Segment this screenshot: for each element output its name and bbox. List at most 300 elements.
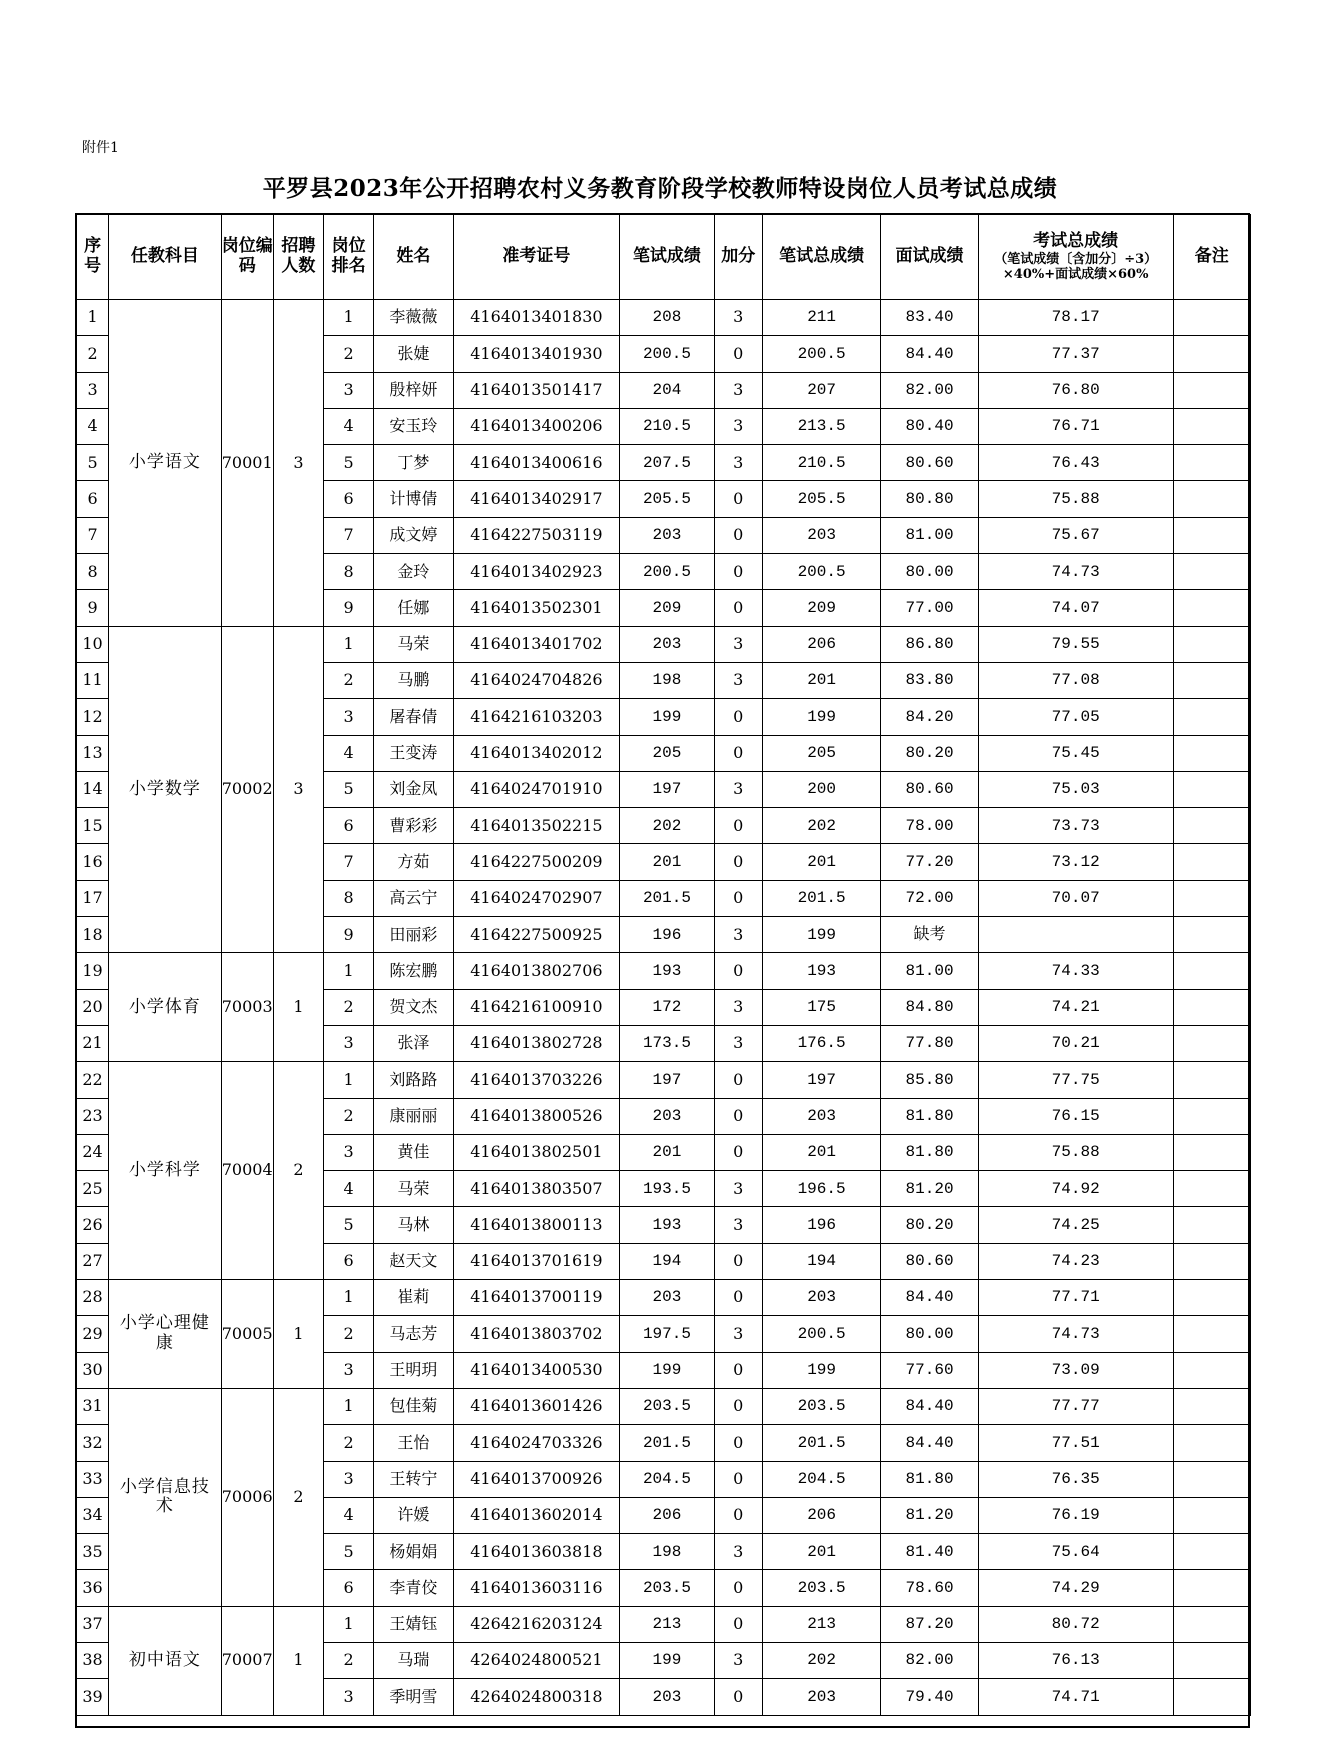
- cell-written-total: 199: [762, 699, 881, 735]
- cell-rank: 1: [324, 1606, 374, 1642]
- cell-remark: [1173, 300, 1250, 336]
- cell-bonus: 0: [714, 808, 762, 844]
- cell-rank: 1: [324, 300, 374, 336]
- cell-total: 76.15: [978, 1098, 1173, 1134]
- cell-written-total: 196.5: [762, 1171, 881, 1207]
- cell-written-total: 205: [762, 735, 881, 771]
- cell-interview: 81.80: [881, 1461, 978, 1497]
- cell-exam-id: 4164013402917: [453, 481, 620, 517]
- cell-written-total: 201: [762, 1534, 881, 1570]
- cell-exam-id: 4264024800318: [453, 1679, 620, 1715]
- cell-total: 76.19: [978, 1497, 1173, 1533]
- cell-written-total: 201: [762, 662, 881, 698]
- cell-exam-id: 4264024800521: [453, 1642, 620, 1678]
- cell-written-total: 201.5: [762, 880, 881, 916]
- cell-interview: 86.80: [881, 626, 978, 662]
- table-row: [77, 1606, 1251, 1642]
- cell-total: 77.08: [978, 662, 1173, 698]
- cell-written-total: 213.5: [762, 408, 881, 444]
- cell-name: 马林: [374, 1207, 453, 1243]
- cell-written: 193.5: [620, 1171, 714, 1207]
- cell-bonus: 3: [714, 1025, 762, 1061]
- header-interview: 面试成绩: [881, 215, 978, 300]
- cell-interview: 77.60: [881, 1352, 978, 1388]
- cell-total: 75.88: [978, 481, 1173, 517]
- cell-exam-id: 4164013401830: [453, 300, 620, 336]
- cell-bonus: 3: [714, 917, 762, 953]
- cell-written: 172: [620, 989, 714, 1025]
- cell-seq: 26: [77, 1207, 109, 1243]
- cell-written: 197: [620, 771, 714, 807]
- cell-exam-id: 4164013803702: [453, 1316, 620, 1352]
- cell-name: 任娜: [374, 590, 453, 626]
- cell-total: 70.21: [978, 1025, 1173, 1061]
- cell-exam-id: 4164013502301: [453, 590, 620, 626]
- cell-rank: 7: [324, 517, 374, 553]
- cell-interview: 82.00: [881, 1642, 978, 1678]
- cell-name: 陈宏鹏: [374, 953, 453, 989]
- cell-total: 74.92: [978, 1171, 1173, 1207]
- cell-name: 张婕: [374, 336, 453, 372]
- cell-subject: 小学心理健康: [109, 1280, 221, 1389]
- cell-bonus: 3: [714, 1316, 762, 1352]
- cell-bonus: 0: [714, 844, 762, 880]
- cell-bonus: 3: [714, 626, 762, 662]
- cell-interview: 82.00: [881, 372, 978, 408]
- cell-rank: 7: [324, 844, 374, 880]
- cell-name: 张泽: [374, 1025, 453, 1061]
- cell-remark: [1173, 1280, 1250, 1316]
- cell-exam-id: 4164013802706: [453, 953, 620, 989]
- cell-hire-count: 2: [273, 1388, 323, 1606]
- cell-written-total: 199: [762, 1352, 881, 1388]
- cell-written-total: 201.5: [762, 1425, 881, 1461]
- cell-remark: [1173, 517, 1250, 553]
- cell-rank: 4: [324, 1497, 374, 1533]
- header-hire-count: 招聘人数: [273, 215, 323, 300]
- cell-remark: [1173, 1461, 1250, 1497]
- cell-written-total: 196: [762, 1207, 881, 1243]
- cell-name: 王变涛: [374, 735, 453, 771]
- cell-exam-id: 4164216103203: [453, 699, 620, 735]
- cell-written-total: 211: [762, 300, 881, 336]
- cell-name: 田丽彩: [374, 917, 453, 953]
- cell-exam-id: 4164013401930: [453, 336, 620, 372]
- header-subject: 任教科目: [109, 215, 221, 300]
- cell-written: 204.5: [620, 1461, 714, 1497]
- cell-seq: 1: [77, 300, 109, 336]
- cell-post-code: 70002: [221, 626, 273, 953]
- cell-interview: 84.20: [881, 699, 978, 735]
- cell-written-total: 200.5: [762, 1316, 881, 1352]
- cell-exam-id: 4164013400206: [453, 408, 620, 444]
- cell-written: 193: [620, 1207, 714, 1243]
- cell-remark: [1173, 1134, 1250, 1170]
- cell-rank: 5: [324, 1534, 374, 1570]
- cell-interview: 80.40: [881, 408, 978, 444]
- cell-seq: 39: [77, 1679, 109, 1715]
- cell-written: 202: [620, 808, 714, 844]
- header-post-rank: 岗位排名: [324, 215, 374, 300]
- cell-rank: 3: [324, 1352, 374, 1388]
- cell-bonus: 0: [714, 1606, 762, 1642]
- cell-remark: [1173, 662, 1250, 698]
- cell-rank: 1: [324, 1062, 374, 1098]
- cell-written: 197: [620, 1062, 714, 1098]
- cell-exam-id: 4164024701910: [453, 771, 620, 807]
- cell-seq: 5: [77, 445, 109, 481]
- cell-remark: [1173, 1316, 1250, 1352]
- cell-exam-id: 4164013502215: [453, 808, 620, 844]
- cell-written: 199: [620, 699, 714, 735]
- cell-seq: 37: [77, 1606, 109, 1642]
- cell-total: 74.25: [978, 1207, 1173, 1243]
- cell-exam-id: 4164013402012: [453, 735, 620, 771]
- cell-bonus: 0: [714, 1280, 762, 1316]
- cell-interview: 80.00: [881, 1316, 978, 1352]
- cell-written: 201: [620, 1134, 714, 1170]
- cell-bonus: 3: [714, 1534, 762, 1570]
- cell-total: 75.64: [978, 1534, 1173, 1570]
- cell-bonus: 0: [714, 1098, 762, 1134]
- cell-remark: [1173, 554, 1250, 590]
- cell-bonus: 0: [714, 1425, 762, 1461]
- cell-bonus: 3: [714, 771, 762, 807]
- cell-subject: 小学体育: [109, 953, 221, 1062]
- cell-written: 199: [620, 1642, 714, 1678]
- cell-written-total: 197: [762, 1062, 881, 1098]
- cell-name: 黄佳: [374, 1134, 453, 1170]
- cell-rank: 5: [324, 1207, 374, 1243]
- cell-written: 198: [620, 662, 714, 698]
- cell-seq: 29: [77, 1316, 109, 1352]
- cell-written: 203.5: [620, 1570, 714, 1606]
- cell-subject: 小学语文: [109, 300, 221, 627]
- cell-written: 200.5: [620, 336, 714, 372]
- cell-remark: [1173, 481, 1250, 517]
- table-row: [77, 626, 1251, 662]
- cell-name: 殷梓妍: [374, 372, 453, 408]
- table-row: [77, 953, 1251, 989]
- cell-hire-count: 1: [273, 1606, 323, 1715]
- cell-written-total: 206: [762, 1497, 881, 1533]
- cell-remark: [1173, 408, 1250, 444]
- cell-written: 201.5: [620, 1425, 714, 1461]
- cell-remark: [1173, 445, 1250, 481]
- cell-written-total: 210.5: [762, 445, 881, 481]
- cell-total: 77.75: [978, 1062, 1173, 1098]
- cell-rank: 3: [324, 372, 374, 408]
- cell-total: 74.07: [978, 590, 1173, 626]
- cell-subject: 小学科学: [109, 1062, 221, 1280]
- cell-total: 76.35: [978, 1461, 1173, 1497]
- cell-written: 206: [620, 1497, 714, 1533]
- cell-name: 马荣: [374, 1171, 453, 1207]
- cell-seq: 38: [77, 1642, 109, 1678]
- cell-written: 204: [620, 372, 714, 408]
- header-written: 笔试成绩: [620, 215, 714, 300]
- cell-name: 屠春倩: [374, 699, 453, 735]
- cell-post-code: 70004: [221, 1062, 273, 1280]
- cell-name: 李薇薇: [374, 300, 453, 336]
- cell-written: 193: [620, 953, 714, 989]
- cell-bonus: 3: [714, 662, 762, 698]
- cell-remark: [1173, 372, 1250, 408]
- cell-remark: [1173, 917, 1250, 953]
- cell-written-total: 209: [762, 590, 881, 626]
- header-total-title: 考试总成绩: [1033, 231, 1119, 252]
- cell-rank: 5: [324, 771, 374, 807]
- cell-interview: 78.00: [881, 808, 978, 844]
- cell-name: 马志芳: [374, 1316, 453, 1352]
- cell-rank: 2: [324, 1425, 374, 1461]
- cell-exam-id: 4164216100910: [453, 989, 620, 1025]
- cell-seq: 3: [77, 372, 109, 408]
- cell-name: 杨娟娟: [374, 1534, 453, 1570]
- cell-written-total: 202: [762, 808, 881, 844]
- cell-interview: 85.80: [881, 1062, 978, 1098]
- cell-exam-id: 4164013402923: [453, 554, 620, 590]
- cell-remark: [1173, 1207, 1250, 1243]
- cell-bonus: 0: [714, 1243, 762, 1279]
- cell-subject: 小学信息技术: [109, 1388, 221, 1606]
- cell-remark: [1173, 1425, 1250, 1461]
- cell-total: 76.80: [978, 372, 1173, 408]
- cell-written-total: 203: [762, 1098, 881, 1134]
- cell-written-total: 201: [762, 844, 881, 880]
- cell-rank: 1: [324, 953, 374, 989]
- cell-exam-id: 4164227500925: [453, 917, 620, 953]
- cell-written-total: 213: [762, 1606, 881, 1642]
- cell-written-total: 194: [762, 1243, 881, 1279]
- cell-remark: [1173, 1642, 1250, 1678]
- cell-total: 80.72: [978, 1606, 1173, 1642]
- cell-exam-id: 4164013700926: [453, 1461, 620, 1497]
- cell-seq: 10: [77, 626, 109, 662]
- cell-written: 199: [620, 1352, 714, 1388]
- cell-rank: 1: [324, 626, 374, 662]
- cell-total: 76.43: [978, 445, 1173, 481]
- cell-remark: [1173, 771, 1250, 807]
- cell-rank: 2: [324, 336, 374, 372]
- cell-exam-id: 4164227500209: [453, 844, 620, 880]
- cell-interview: 80.60: [881, 771, 978, 807]
- header-exam-id: 准考证号: [453, 215, 620, 300]
- cell-name: 康丽丽: [374, 1098, 453, 1134]
- cell-written-total: 176.5: [762, 1025, 881, 1061]
- table-row: [77, 1280, 1251, 1316]
- cell-rank: 3: [324, 1679, 374, 1715]
- cell-written-total: 202: [762, 1642, 881, 1678]
- cell-rank: 1: [324, 1388, 374, 1424]
- cell-remark: [1173, 336, 1250, 372]
- cell-written-total: 203: [762, 1280, 881, 1316]
- cell-remark: [1173, 844, 1250, 880]
- attachment-label: 附件1: [82, 140, 119, 156]
- cell-rank: 2: [324, 1098, 374, 1134]
- cell-rank: 6: [324, 1570, 374, 1606]
- cell-exam-id: 4164013601426: [453, 1388, 620, 1424]
- cell-total: 73.12: [978, 844, 1173, 880]
- cell-written: 203: [620, 626, 714, 662]
- cell-interview: 77.20: [881, 844, 978, 880]
- cell-seq: 24: [77, 1134, 109, 1170]
- cell-bonus: 0: [714, 953, 762, 989]
- cell-name: 安玉玲: [374, 408, 453, 444]
- cell-rank: 1: [324, 1280, 374, 1316]
- cell-remark: [1173, 1570, 1250, 1606]
- cell-total: 73.09: [978, 1352, 1173, 1388]
- cell-remark: [1173, 1388, 1250, 1424]
- cell-exam-id: 4264216203124: [453, 1606, 620, 1642]
- cell-rank: 3: [324, 1134, 374, 1170]
- cell-bonus: 0: [714, 1570, 762, 1606]
- cell-name: 包佳菊: [374, 1388, 453, 1424]
- cell-name: 王明玥: [374, 1352, 453, 1388]
- cell-total: 77.37: [978, 336, 1173, 372]
- cell-interview: 81.40: [881, 1534, 978, 1570]
- cell-name: 刘路路: [374, 1062, 453, 1098]
- cell-seq: 31: [77, 1388, 109, 1424]
- cell-interview: 84.40: [881, 1425, 978, 1461]
- cell-written: 201: [620, 844, 714, 880]
- cell-interview: 80.20: [881, 735, 978, 771]
- cell-seq: 2: [77, 336, 109, 372]
- cell-written-total: 175: [762, 989, 881, 1025]
- cell-rank: 3: [324, 1025, 374, 1061]
- cell-seq: 27: [77, 1243, 109, 1279]
- cell-name: 金玲: [374, 554, 453, 590]
- cell-name: 李青佼: [374, 1570, 453, 1606]
- cell-bonus: 0: [714, 1388, 762, 1424]
- cell-total: 74.21: [978, 989, 1173, 1025]
- cell-seq: 32: [77, 1425, 109, 1461]
- cell-exam-id: 4164024704826: [453, 662, 620, 698]
- cell-rank: 8: [324, 880, 374, 916]
- cell-interview: 79.40: [881, 1679, 978, 1715]
- cell-interview: 84.40: [881, 1388, 978, 1424]
- cell-seq: 35: [77, 1534, 109, 1570]
- cell-exam-id: 4164013802728: [453, 1025, 620, 1061]
- cell-written: 207.5: [620, 445, 714, 481]
- cell-written: 208: [620, 300, 714, 336]
- header-name: 姓名: [374, 215, 453, 300]
- cell-total: 74.29: [978, 1570, 1173, 1606]
- cell-name: 丁梦: [374, 445, 453, 481]
- cell-written-total: 200.5: [762, 336, 881, 372]
- cell-interview: 84.40: [881, 336, 978, 372]
- cell-interview: 81.00: [881, 953, 978, 989]
- cell-interview: 84.40: [881, 1280, 978, 1316]
- cell-total: 77.71: [978, 1280, 1173, 1316]
- cell-remark: [1173, 1534, 1250, 1570]
- cell-rank: 2: [324, 989, 374, 1025]
- cell-name: 成文婷: [374, 517, 453, 553]
- cell-total: 77.51: [978, 1425, 1173, 1461]
- cell-interview: 80.60: [881, 445, 978, 481]
- cell-name: 刘金凤: [374, 771, 453, 807]
- cell-name: 高云宁: [374, 880, 453, 916]
- cell-remark: [1173, 1497, 1250, 1533]
- cell-bonus: 0: [714, 590, 762, 626]
- cell-written-total: 200: [762, 771, 881, 807]
- cell-seq: 28: [77, 1280, 109, 1316]
- cell-hire-count: 1: [273, 1280, 323, 1389]
- cell-exam-id: 4164013603116: [453, 1570, 620, 1606]
- cell-remark: [1173, 880, 1250, 916]
- cell-total: 73.73: [978, 808, 1173, 844]
- cell-seq: 36: [77, 1570, 109, 1606]
- cell-rank: 9: [324, 590, 374, 626]
- cell-written: 197.5: [620, 1316, 714, 1352]
- cell-total: 75.88: [978, 1134, 1173, 1170]
- cell-bonus: 0: [714, 336, 762, 372]
- cell-total: 75.03: [978, 771, 1173, 807]
- cell-interview: 缺考: [881, 917, 978, 953]
- cell-written: 205.5: [620, 481, 714, 517]
- cell-remark: [1173, 1606, 1250, 1642]
- cell-written-total: 199: [762, 917, 881, 953]
- table-row: [77, 300, 1251, 336]
- cell-written: 201.5: [620, 880, 714, 916]
- cell-bonus: 0: [714, 1679, 762, 1715]
- cell-post-code: 70001: [221, 300, 273, 627]
- cell-written-total: 193: [762, 953, 881, 989]
- cell-interview: 81.00: [881, 517, 978, 553]
- cell-exam-id: 4164024702907: [453, 880, 620, 916]
- cell-written: 209: [620, 590, 714, 626]
- cell-name: 赵天文: [374, 1243, 453, 1279]
- page-title: 平罗县2023年公开招聘农村义务教育阶段学校教师特设岗位人员考试总成绩: [262, 175, 1058, 202]
- cell-seq: 25: [77, 1171, 109, 1207]
- cell-rank: 4: [324, 735, 374, 771]
- table-row: [77, 1062, 1251, 1098]
- cell-total: 78.17: [978, 300, 1173, 336]
- cell-name: 崔莉: [374, 1280, 453, 1316]
- cell-bonus: 3: [714, 300, 762, 336]
- cell-exam-id: 4164013400616: [453, 445, 620, 481]
- cell-written: 200.5: [620, 554, 714, 590]
- cell-bonus: 3: [714, 1171, 762, 1207]
- cell-written: 205: [620, 735, 714, 771]
- cell-seq: 16: [77, 844, 109, 880]
- cell-exam-id: 4164013800526: [453, 1098, 620, 1134]
- cell-seq: 6: [77, 481, 109, 517]
- cell-written: 203.5: [620, 1388, 714, 1424]
- cell-remark: [1173, 1062, 1250, 1098]
- cell-bonus: 0: [714, 699, 762, 735]
- cell-remark: [1173, 989, 1250, 1025]
- cell-seq: 9: [77, 590, 109, 626]
- cell-total: 74.33: [978, 953, 1173, 989]
- cell-written-total: 203.5: [762, 1570, 881, 1606]
- cell-total: 74.73: [978, 1316, 1173, 1352]
- header-written-total: 笔试总成绩: [762, 215, 881, 300]
- cell-hire-count: 3: [273, 626, 323, 953]
- cell-name: 许媛: [374, 1497, 453, 1533]
- cell-remark: [1173, 808, 1250, 844]
- cell-seq: 30: [77, 1352, 109, 1388]
- cell-written: 210.5: [620, 408, 714, 444]
- cell-interview: 80.20: [881, 1207, 978, 1243]
- cell-bonus: 0: [714, 481, 762, 517]
- cell-remark: [1173, 699, 1250, 735]
- cell-interview: 72.00: [881, 880, 978, 916]
- cell-total: 76.13: [978, 1642, 1173, 1678]
- cell-rank: 3: [324, 699, 374, 735]
- header-remark: 备注: [1173, 215, 1250, 300]
- cell-total: 75.67: [978, 517, 1173, 553]
